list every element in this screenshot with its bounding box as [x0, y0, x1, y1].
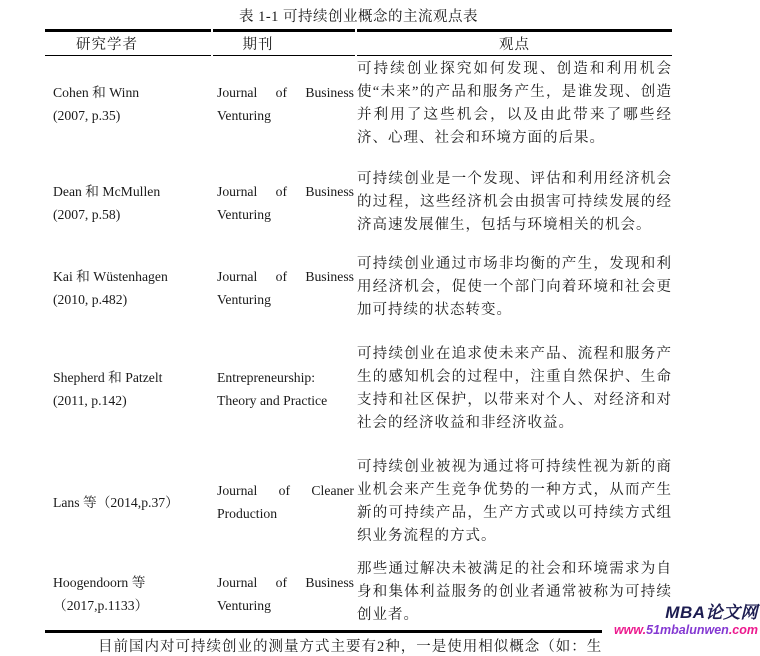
watermark-url-domain: 51mbalunwen [646, 623, 729, 637]
table-row-4-scholar [45, 322, 211, 435]
table-row-6-viewpoint: 那些通过解决未被满足的社会和环境需求为自身和集体利益服务的创业者通常被称为可持续创业者。 [357, 561, 672, 623]
column-header-scholar: 研究学者 [45, 29, 211, 56]
table-bottom-rule [45, 630, 672, 633]
scholar-ref: (2007, p.58) [53, 206, 121, 222]
watermark [602, 602, 758, 638]
table-row-5-scholar [45, 435, 211, 548]
table-row-3-scholar [45, 237, 211, 322]
scholar-ref: （2017,p.1133） [53, 598, 149, 613]
table-caption: 表 1-1 可持续创业概念的主流观点表 [238, 9, 479, 25]
scholar-name: Dean 和 McMullen [53, 183, 161, 199]
scholar-name: Shepherd 和 Patzelt [53, 370, 163, 385]
table-row-2-viewpoint: 可持续创业是一个发现、评估和利用经济机会的过程，这些经济机会由损害可持续发展的经济高速发展催生，包括与环境相关的机会。 [357, 171, 672, 233]
table-row-2-scholar [45, 150, 211, 237]
journal-name: Journal of Cleaner Production [217, 483, 354, 521]
journal-name: Journal of Business Venturing [217, 268, 354, 307]
table-row-6-scholar [45, 548, 211, 630]
column-header-journal: 期刊 [213, 29, 355, 56]
table-row-3-viewpoint: 可持续创业通过市场非均衡的产生，发现和利用经济机会，促使一个部门向着环境和社会更加可持续的状态转变。 [357, 256, 672, 318]
table-row-1-viewpoint: 可持续创业探究如何发现、创造和利用机会使“未来”的产品和服务产生，是谁发现、创造并利用了这些机会，以及由此带来了哪些经济、心理、社会和环境方面的后果。 [357, 61, 672, 146]
journal-name: Journal of Business Venturing [217, 575, 354, 613]
table-row-5-journal [213, 435, 355, 548]
scholar-ref: (2007, p.35) [53, 108, 121, 123]
table-row-3-journal [213, 237, 355, 322]
journal-name: Entrepreneurship: Theory and Practice [217, 370, 328, 408]
table-row-4-journal [213, 322, 355, 435]
scholar-name: Cohen 和 Winn [53, 85, 140, 100]
body-text-clipped: 目前国内对可持续创业的测量方式主要有2种，一是使用相似概念（如：生 [98, 639, 603, 655]
scholar-name: Kai 和 Wüstenhagen [53, 268, 168, 284]
scholar-ref: (2010, p.482) [53, 291, 128, 307]
viewpoints-table [45, 29, 672, 630]
column-header-viewpoint: 观点 [357, 29, 672, 56]
table-row-5-viewpoint: 可持续创业被视为通过将可持续性视为新的商业机会来产生竞争优势的一种方式，从而产生新的可持续产品，生产方式或以可持续方式组织业务流程的方式。 [357, 459, 672, 544]
watermark-url-www: www. [613, 623, 647, 637]
watermark-url [614, 623, 758, 637]
table-row-4-viewpoint: 可持续创业在追求使未来产品、流程和服务产生的感知机会的过程中，注重自然保护、生命支持和社区保护，以带来对个人、对经济和对社会的经济收益和非经济收益。 [357, 346, 672, 431]
watermark-url-tld: .com [728, 623, 758, 637]
journal-name: Journal of Business Venturing [217, 85, 354, 123]
table-row-1-journal [213, 56, 355, 150]
table-row-6-journal [213, 548, 355, 630]
scholar-ref: (2011, p.142) [53, 393, 127, 408]
scholar-name: Hoogendoorn 等 [53, 575, 146, 590]
watermark-brand: MBA论文网 [665, 603, 758, 622]
table-row-1-scholar [45, 56, 211, 150]
scholar-name: Lans 等（2014,p.37） [53, 494, 179, 510]
journal-name: Journal of Business Venturing [217, 183, 354, 222]
table-row-2-journal [213, 150, 355, 237]
